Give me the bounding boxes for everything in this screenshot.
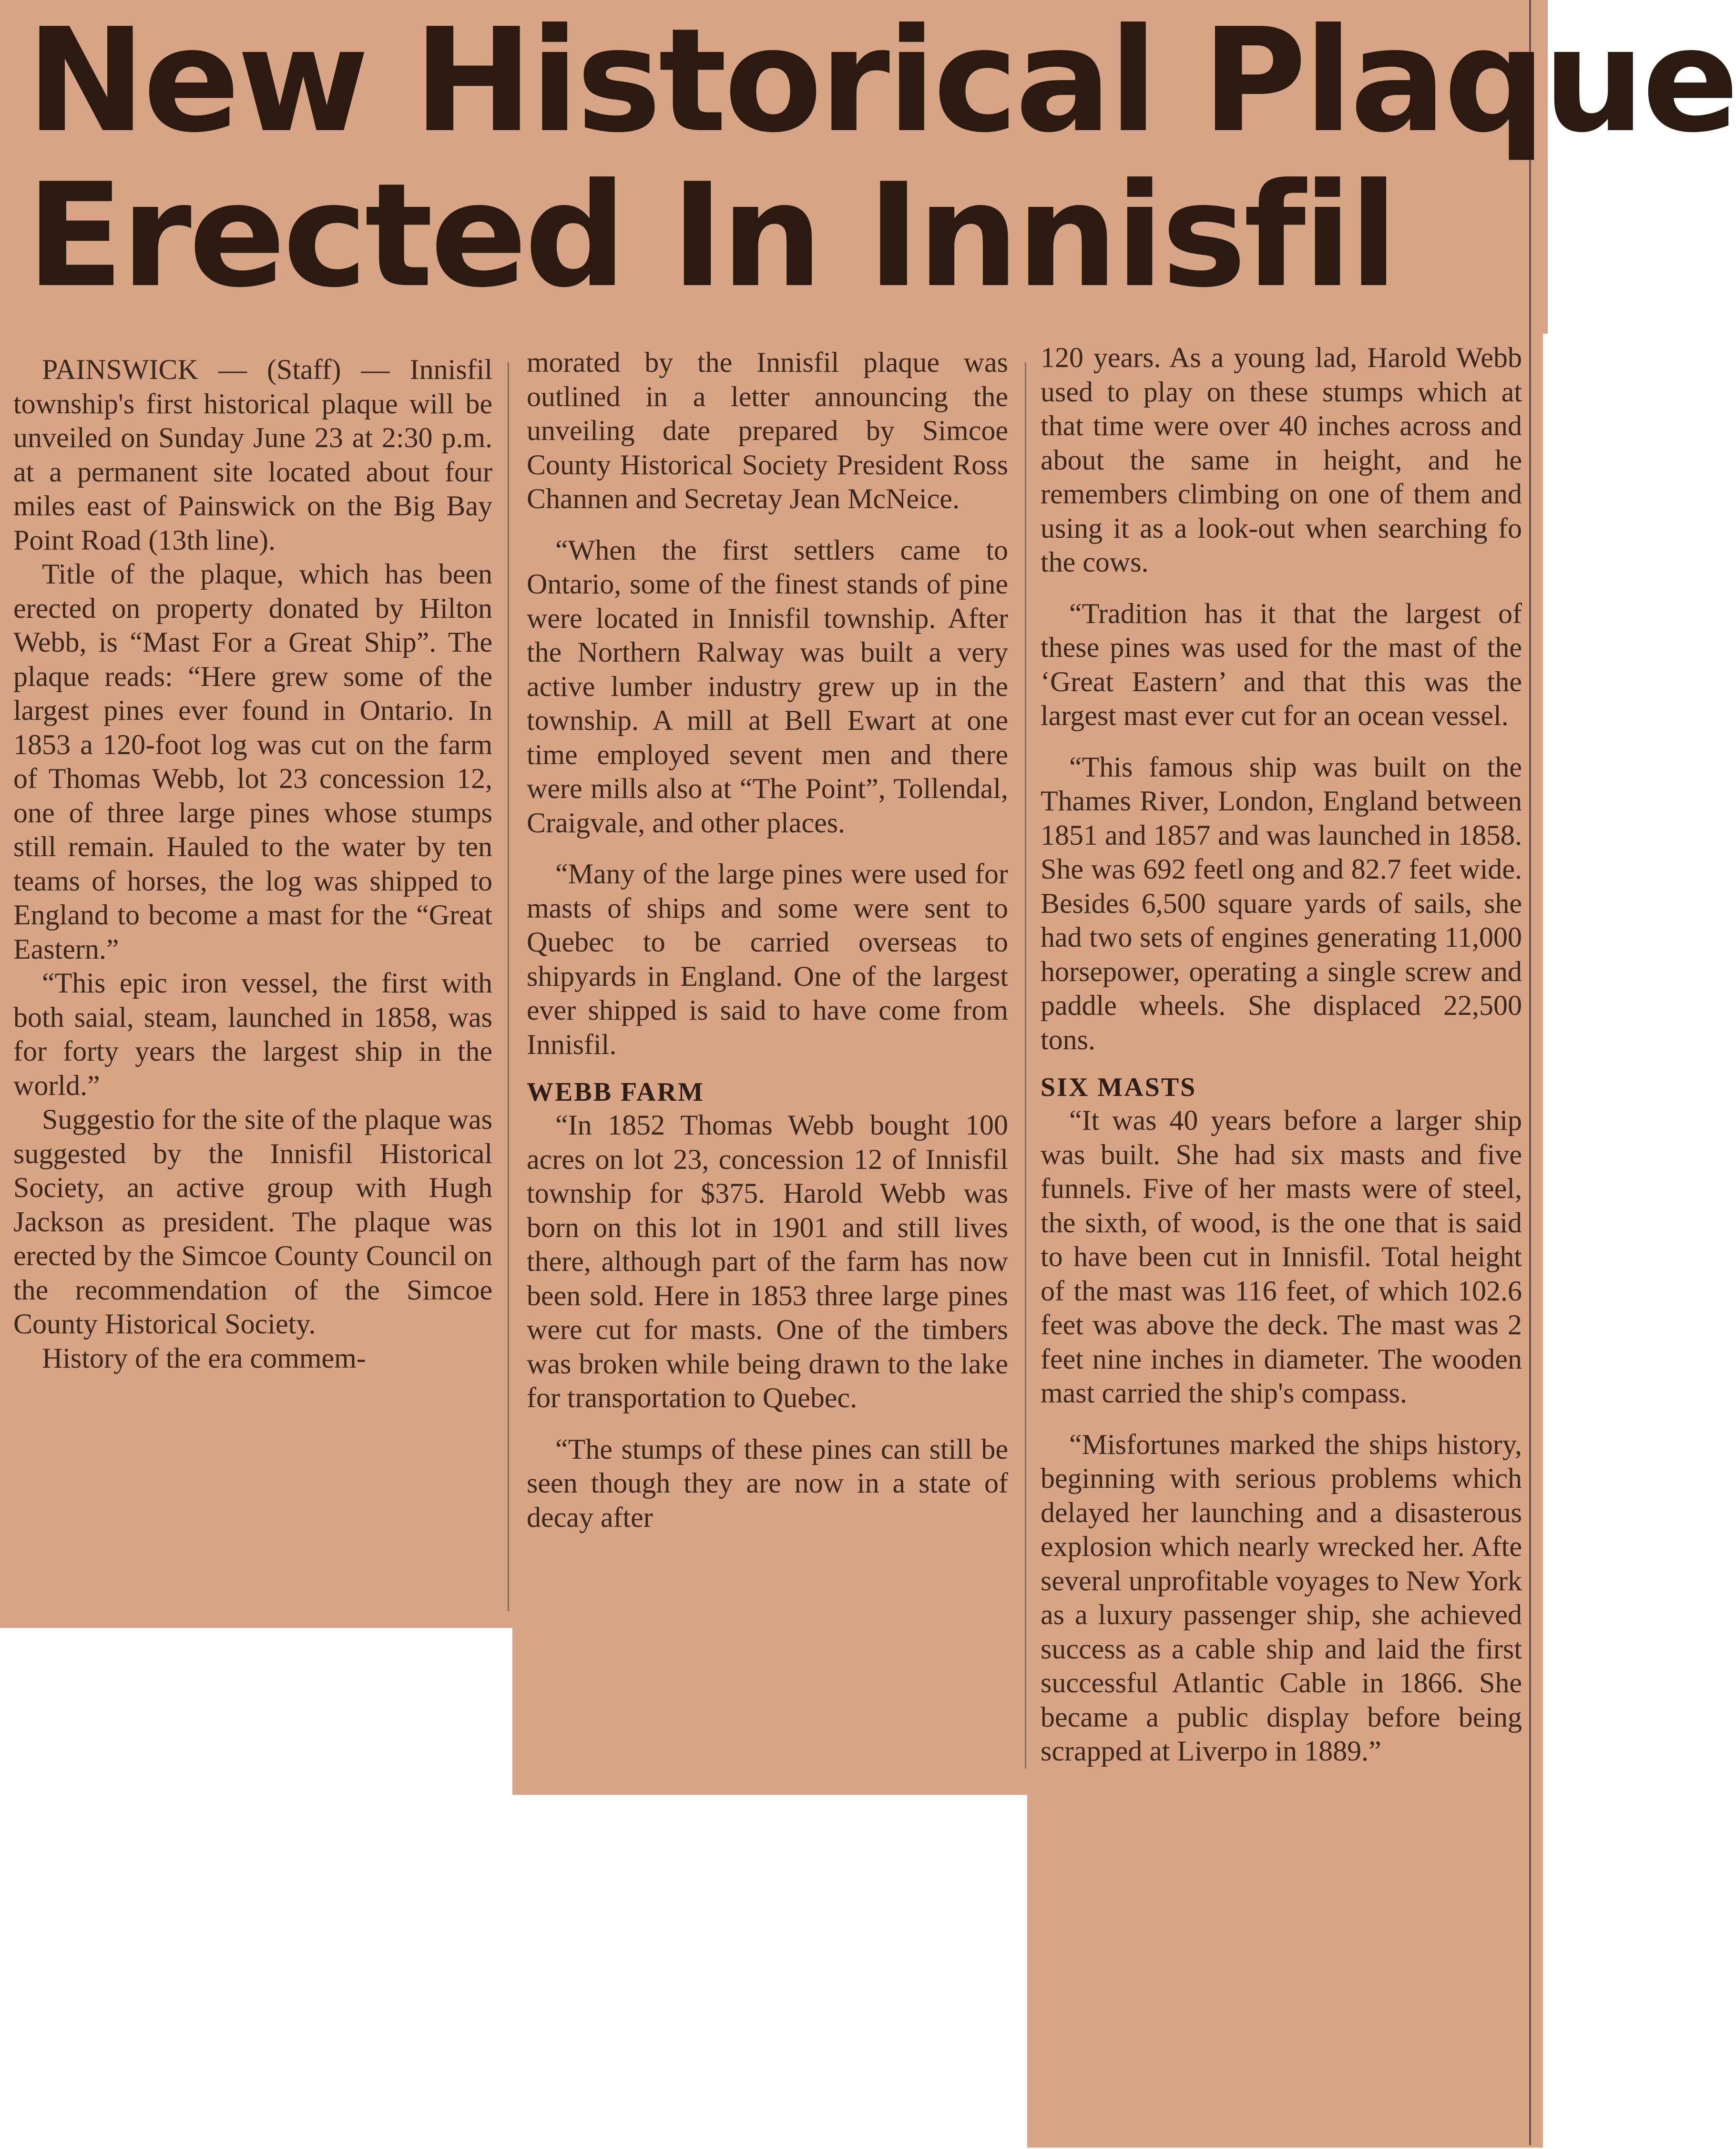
headline-line-1: New Historical Plaque xyxy=(26,0,1736,164)
paragraph: “In 1852 Thomas Webb bought 100 acres on lot 23, concession 12 of Innisfil township for $375. Harold Webb was born on this lot in 1901 and still lives there, although part of the farm has now been sold. Here in 1853 three large pines were cut for masts. One of the timbers was broken while being drawn to the lake for transportation to Quebec. xyxy=(527,1109,1008,1413)
paragraph: History of the era commem- xyxy=(42,1342,366,1374)
subheading-six-masts: SIX MASTS xyxy=(1041,1073,1197,1102)
column-rule-1 xyxy=(508,362,509,1611)
paragraph: “The stumps of these pines can still be seen though they are now in a state of decay after xyxy=(527,1433,1008,1533)
clipping-edge-rule xyxy=(1529,0,1531,2145)
subheading-webb-farm: WEBB FARM xyxy=(527,1077,705,1107)
article-column-3 xyxy=(1041,341,1522,1769)
paragraph: “This famous ship was built on the Thames River, London, England between 1851 and 1857 and was launched in 1858. She was 692 feetl ong and 82.7 feet wide. Besides 6,500 square yards of sails, she had two sets of engines generating 11,000 horsepower, operating a single screw and paddle wheels. She displaced 22,500 tons. xyxy=(1041,751,1522,1055)
paragraph: morated by the Innisfil plaque was outlined in a letter announcing the unveiling date prepared by Simcoe County Historical Society President Ross Channen and Secretay Jean McNeice. xyxy=(527,347,1008,514)
paragraph: “Tradition has it that the largest of these pines was used for the mast of the ‘Great Eastern’ and that this was the largest mast ever cut for an ocean vessel. xyxy=(1041,597,1522,731)
paragraph: “Many of the large pines were used for masts of ships and some were sent to Quebec to be carried overseas to shipyards in England. One of the largest ever shipped is said to have come from Innisfil. xyxy=(527,858,1008,1060)
paragraph: “Misfortunes marked the ships history, beginning with serious problems which delayed her launching and a disasterous explosion which nearly wrecked her. Afte several unprofitable voyages to New York as a luxury passenger ship, she achieved success as a cable ship and laid the first successful Atlantic Cable in 1866. She became a public display before being scrapped at Liverpo in 1889.” xyxy=(1041,1428,1522,1767)
paragraph: “When the first settlers came to Ontario, some of the finest stands of pine were located in Innisfil township. After the Northern Ralway was built a very active lumber industry grew up in the township. A mill at Bell Ewart at one time employed sevent men and there were mills also at “The Point”, Tollendal, Craigvale, and other places. xyxy=(527,534,1008,839)
paragraph: Suggestio for the site of the plaque was suggested by the Innisfil Historical Society, an active group with Hugh Jackson as president. The plaque was erected by the Simcoe County Council on the recommendation of the Simcoe County Historical Society. xyxy=(13,1104,492,1340)
article-column-1 xyxy=(13,353,492,1375)
paragraph: “It was 40 years before a larger ship was built. She had six masts and five funnels. Five of her masts were of steel, the sixth, of wood, is the one that is said to have been cut in Innisfil. Total height of the mast was 116 feet, of which 102.6 feet was above the deck. The mast was 2 feet nine inches in diameter. The wooden mast carried the ship's compass. xyxy=(1041,1105,1522,1409)
headline-line-2: Erected In Innisfil xyxy=(26,153,1396,319)
paragraph: “This epic iron vessel, the first with both saial, steam, launched in 1858, was for forty years the largest ship in the world.” xyxy=(13,967,492,1101)
paragraph: 120 years. As a young lad, Harold Webb used to play on these stumps which at that time were over 40 inches across and about the same in height, and he remembers climbing on one of them and using it as a look-out when searching fo the cows. xyxy=(1041,342,1522,578)
article-column-2 xyxy=(527,346,1008,1535)
column-rule-2 xyxy=(1025,362,1026,1769)
dateline-paragraph: PAINSWICK — (Staff) — Innisfil township's first historical plaque will be unveiled on Sunday June 23 at 2:30 p.m. at a permanent site located about four miles east of Painswick on the Big Bay Point Road (13th line). xyxy=(13,354,492,556)
paragraph: Title of the plaque, which has been erected on property donated by Hilton Webb, is “Mast For a Great Ship”. The plaque reads: “Here grew some of the largest pines ever found in Ontario. In 1853 a 120-foot log was cut on the farm of Thomas Webb, lot 23 concession 12, one of three large pines whose stumps still remain. Hauled to the water by ten teams of horses, the log was shipped to England to become a mast for the “Great Eastern.” xyxy=(13,558,492,965)
